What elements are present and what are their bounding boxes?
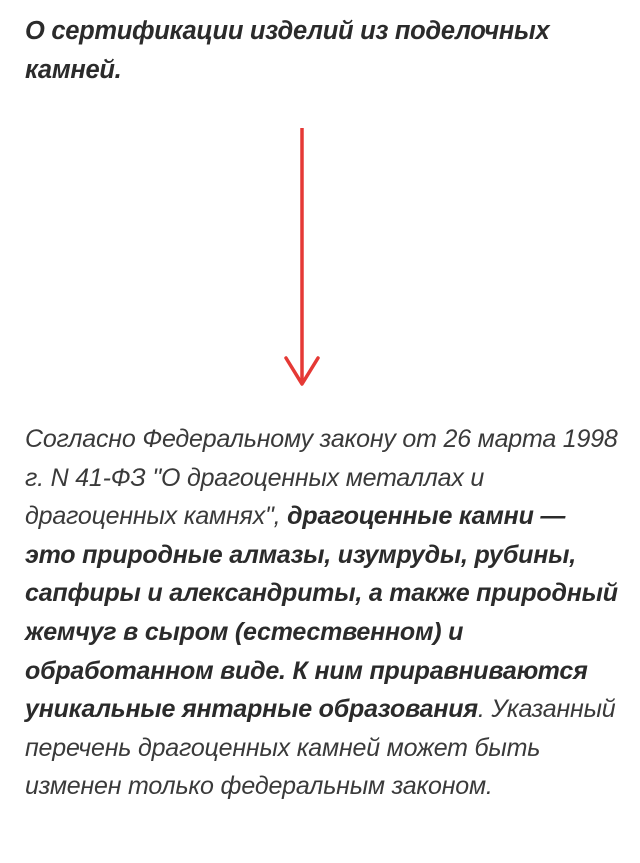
quote-outro-text: . Указанный перечень драгоценных камней может быть изменен только федеральным законом. [25, 695, 616, 801]
quote-bold-definition: драгоценные камни — это природные алмазы, изумруды, рубины, сапфиры и александриты, а также природный жемчуг в сыром (естественном) и обработанном виде. К ним приравниваются уникальные янтарные образования [25, 502, 618, 724]
quote-intro-text: Согласно Федеральному закону от 26 марта 1998 г. N 41-ФЗ "О драгоценных металлах и драгоценных камнях", [25, 425, 618, 531]
law-quote-paragraph [25, 420, 620, 806]
article-heading: О сертификации изделий из поделочных камней. [25, 17, 550, 84]
down-arrow-icon [272, 128, 332, 390]
